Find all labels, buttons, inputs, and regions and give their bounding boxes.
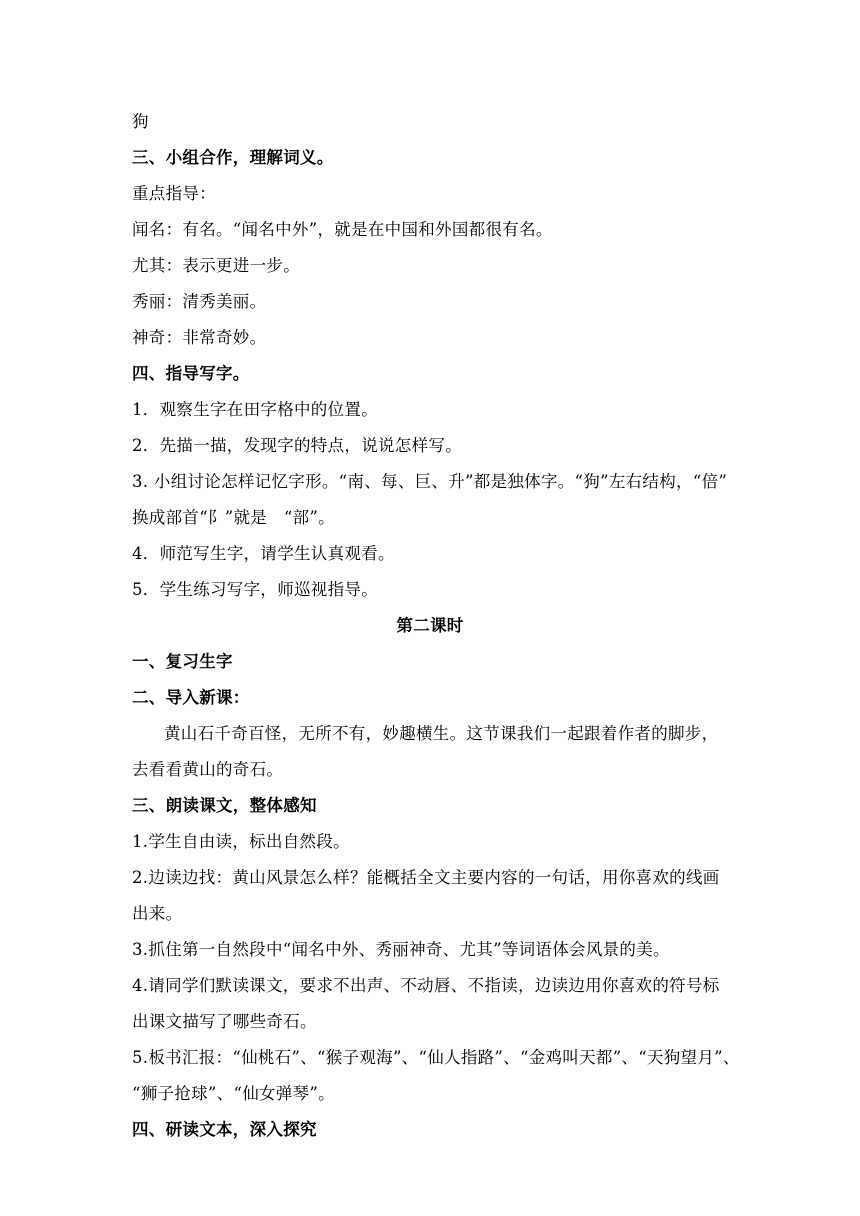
definition-line: 尤其：表示更进一步。 <box>132 256 300 275</box>
list-item: 1．观察生字在田字格中的位置。 <box>132 400 378 419</box>
text-line: 重点指导： <box>132 184 216 203</box>
list-item: 5．学生练习写字，师巡视指导。 <box>132 580 378 599</box>
list-item: 4.请同学们默读课文，要求不出声、不动唇、不指读，边读边用你喜欢的符号标 <box>132 976 720 995</box>
list-item: 2．先描一描，发现字的特点，说说怎样写。 <box>132 436 462 455</box>
lesson-title: 第二课时 <box>396 616 464 635</box>
list-item: 5.板书汇报：“仙桃石”、“猴子观海”、“仙人指路”、“金鸡叫天都”、“天狗望月”、 <box>132 1048 740 1067</box>
list-item: 3.抓住第一自然段中“闻名中外、秀丽神奇、尤其”等词语体会风景的美。 <box>132 940 670 959</box>
list-item-continuation: “狮子抢球”、“仙女弹琴”。 <box>132 1084 335 1103</box>
list-item: 2.边读边找：黄山风景怎么样？能概括全文主要内容的一句话，用你喜欢的线画 <box>132 868 720 887</box>
section-heading: 四、指导写字。 <box>132 364 250 383</box>
text-line: 狗 <box>132 112 149 131</box>
paragraph-line: 去看看黄山的奇石。 <box>132 760 284 779</box>
paragraph-line: 黄山石千奇百怪，无所不有，妙趣横生。这节课我们一起跟着作者的脚步， <box>164 724 719 743</box>
definition-line: 秀丽：清秀美丽。 <box>132 292 267 311</box>
section-heading: 四、研读文本，深入探究 <box>132 1120 317 1139</box>
section-heading: 三、朗读课文，整体感知 <box>132 796 317 815</box>
definition-line: 神奇：非常奇妙。 <box>132 328 267 347</box>
list-item: 1.学生自由读，标出自然段。 <box>132 832 350 851</box>
section-heading: 三、小组合作，理解词义。 <box>132 148 334 167</box>
list-item-continuation: 换成部首“阝”就是 “部”。 <box>132 508 335 527</box>
list-item: 3. 小组讨论怎样记忆字形。“南、每、巨、升”都是独体字。“狗”左右结构，“倍” <box>132 472 728 491</box>
list-item-continuation: 出课文描写了哪些奇石。 <box>132 1012 317 1031</box>
section-heading: 一、复习生字 <box>132 652 233 671</box>
list-item-continuation: 出来。 <box>132 904 183 923</box>
section-heading: 二、导入新课： <box>132 688 250 707</box>
list-item: 4．师范写生字，请学生认真观看。 <box>132 544 395 563</box>
definition-line: 闻名：有名。“闻名中外”，就是在中国和外国都很有名。 <box>132 220 553 239</box>
